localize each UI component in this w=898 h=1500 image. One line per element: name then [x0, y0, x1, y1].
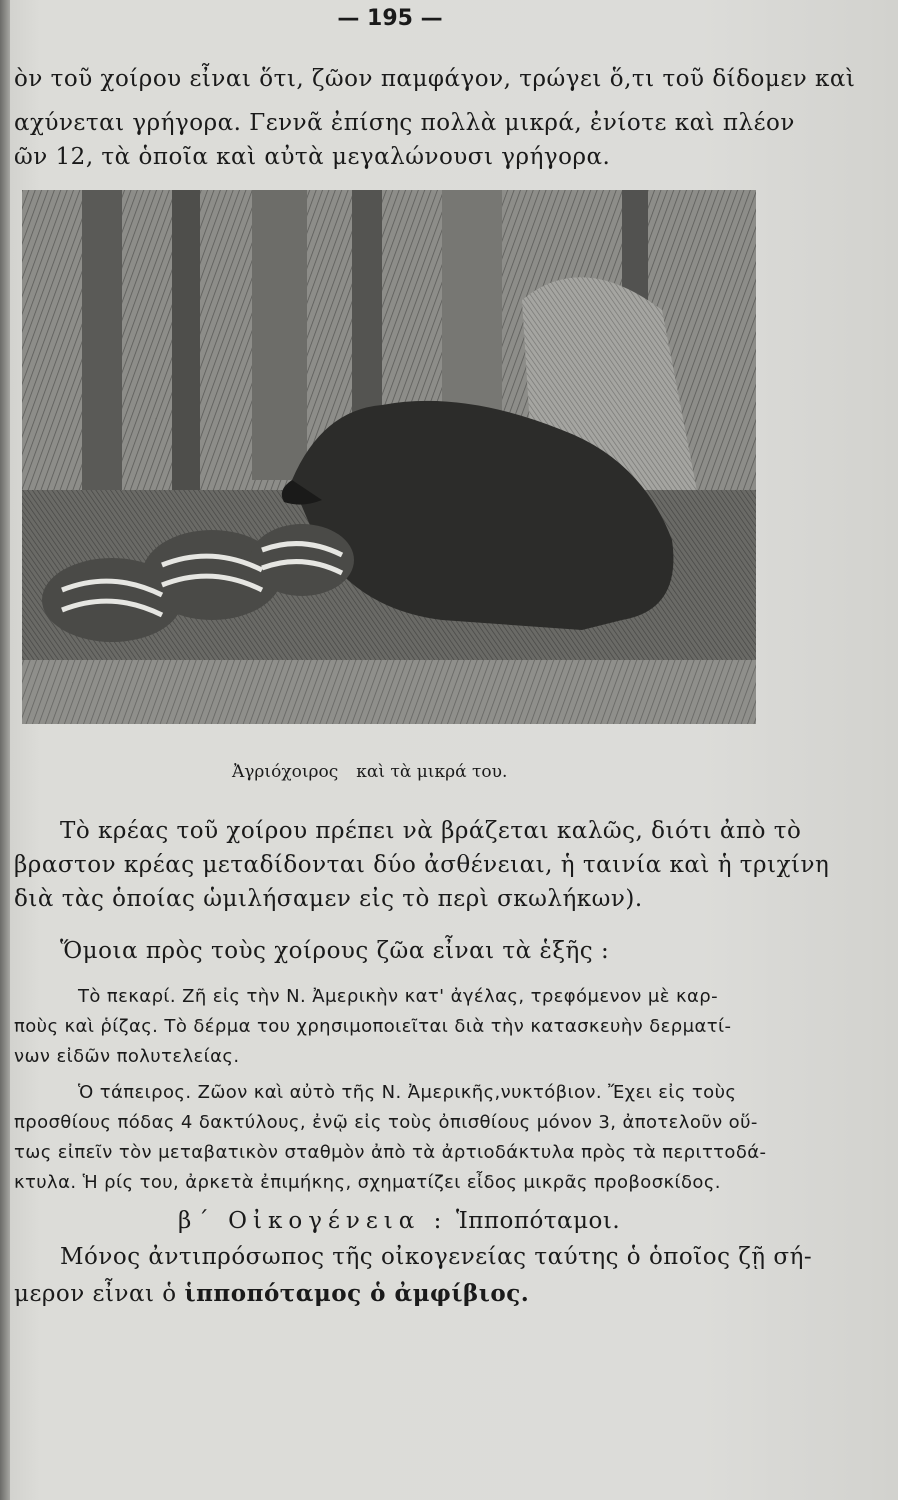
text-line: ῶν 12, τὰ ὁποῖα καὶ αὐτὰ μεγαλώνουσι γρήγορα. [14, 144, 611, 170]
text-line: τως εἰπεῖν τὸν μεταβατικὸν σταθμὸν ἀπὸ τὰ ἀρτιοδάκτυλα πρὸς τὰ περιττοδά- [14, 1142, 767, 1163]
engraving-svg [22, 190, 756, 724]
wild-boar-illustration [22, 190, 756, 724]
text-line: νων εἰδῶν πολυτελείας. [14, 1046, 240, 1067]
text-line: Ὅμοια πρὸς τοὺς χοίρους ζῶα εἶναι τὰ ἑξῆς : [60, 938, 610, 964]
text-line: προσθίους πόδας 4 δακτύλους, ἐνῷ εἰς τοὺς ὀπισθίους μόνον 3, ἀποτελοῦν οὕ- [14, 1112, 758, 1133]
text-line: βραστον κρέας μεταδίδονται δύο ἀσθένειαι, ἡ ταινία καὶ ἡ τριχίνη [14, 852, 830, 878]
page-number: — 195 — [337, 6, 443, 31]
caption-main: Ἀγριόχοιρος [232, 762, 339, 782]
family-heading: β΄ Οἰκογένεια : [178, 1208, 448, 1234]
text-line: Ὁ τάπειρος. Ζῶον καὶ αὐτὸ τῆς Ν. Ἀμερικῆς,νυκτόβιον. Ἔχει εἰς τοὺς [78, 1082, 737, 1103]
page-binding-shadow [0, 0, 10, 1500]
figure-caption [232, 762, 525, 782]
text-line: Τὸ κρέας τοῦ χοίρου πρέπει νὰ βράζεται καλῶς, διότι ἀπὸ τὸ [60, 818, 802, 844]
text-line: αχύνεται γρήγορα. Γεννᾶ ἐπίσης πολλὰ μικρά, ἐνίοτε καὶ πλέον [14, 110, 795, 136]
text-line: Τὸ πεκαρί. Ζῆ εἰς τὴν Ν. Ἀμερικὴν κατ' ἀγέλας, τρεφόμενον μὲ καρ- [78, 986, 718, 1007]
text-line-start: μερον εἶναι ὁ [14, 1281, 177, 1307]
hippopotamus-bold: ἱπποπόταμος ὁ ἀμφίβιος. [184, 1280, 530, 1307]
caption-rest: καὶ τὰ μικρά του. [356, 762, 508, 782]
text-line: Μόνος ἀντιπρόσωπος τῆς οἰκογενείας ταύτης ὁ ὁποῖος ζῇ σή- [60, 1244, 813, 1270]
family-name: Ἱπποπόταμοι. [456, 1208, 621, 1234]
text-line: ὸν τοῦ χοίρου εἶναι ὅτι, ζῶον παμφάγον, τρώγει ὅ,τι τοῦ δίδομεν καὶ [14, 66, 856, 92]
text-line: διὰ τὰς ὁποίας ὡμιλήσαμεν εἰς τὸ περὶ σκωλήκων). [14, 886, 643, 912]
text-line: ποὺς καὶ ῥίζας. Τὸ δέρμα του χρησιμοποιεῖται διὰ τὴν κατασκευὴν δερματί- [14, 1016, 732, 1037]
text-line [14, 1280, 529, 1307]
text-line: κτυλα. Ἡ ρίς του, ἀρκετὰ ἐπιμήκης, σχηματίζει εἶδος μικρᾶς προβοσκίδος. [14, 1172, 721, 1193]
